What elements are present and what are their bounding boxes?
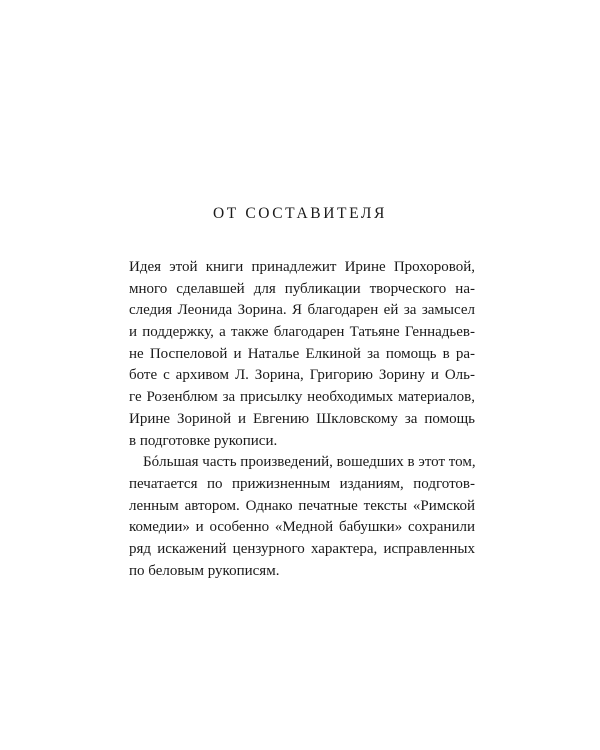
text-line: комедии» и особенно «Медной бабушки» сохранили (129, 519, 475, 536)
text-line: и поддержку, а также благодарен Татьяне Геннадьев- (129, 324, 475, 341)
page-title: ОТ СОСТАВИТЕЛЯ (212, 205, 387, 222)
paragraph-2 (129, 452, 475, 582)
text-line: в подготовке рукописи. (129, 432, 278, 449)
text-line: Ирине Зориной и Евгению Шкловскому за помощь (129, 410, 475, 427)
text-line: боте с архивом Л. Зорина, Григорию Зорину и Оль- (129, 367, 475, 384)
text-line: Идея этой книги принадлежит Ирине Прохоровой, (129, 259, 475, 275)
text-line: по беловым рукописям. (129, 562, 280, 579)
text-line: следия Леонида Зорина. Я благодарен ей за замысел (129, 302, 475, 319)
body-text (129, 257, 475, 582)
text-line: много сделавшей для публикации творческого на- (129, 280, 475, 297)
text-line: не Поспеловой и Наталье Елкиной за помощь в ра- (129, 345, 475, 362)
text-line: ряд искажений цензурного характера, исправленных (129, 540, 475, 557)
text-line: ленным автором. Однако печатные тексты «Римской (129, 497, 475, 514)
text-line: печатается по прижизненным изданиям, подготов- (129, 475, 475, 492)
text-line: Бóльшая часть произведений, вошедших в этот том, (143, 454, 476, 471)
paragraph-1 (129, 257, 475, 452)
text-line: ге Розенблюм за присылку необходимых материалов, (129, 389, 475, 406)
